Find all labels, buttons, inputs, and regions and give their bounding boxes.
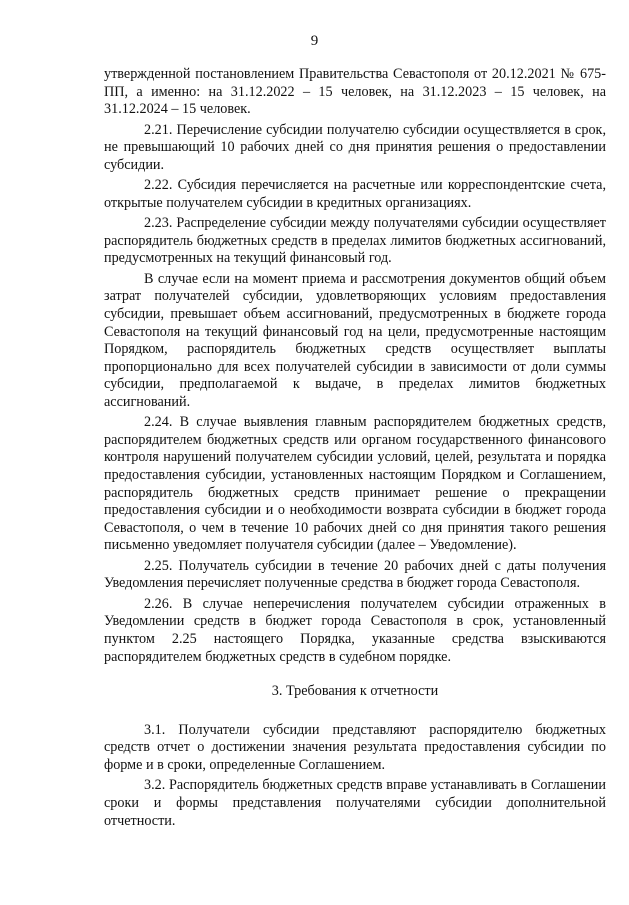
paragraph-clause-2-23: 2.23. Распределение субсидии между получателями субсидии осуществляет распорядитель бюджетных средств в пределах лимитов бюджетных ассигнований, предусмотренных на текущий финансовый год. bbox=[104, 215, 606, 267]
paragraph-clause-2-24: 2.24. В случае выявления главным распорядителем бюджетных средств, распорядителем бюджетных средств или органом государственного финансового контроля нарушений получателем субсидии условий, целей, результата и порядка предоставления субсидии, установленных настоящим Порядком и Соглашением, распорядитель бюджетных средств принимает решение о прекращении предоставления субсидии и о необходимости возврата субсидии в бюджет города Севастополя, о чем в течение 10 рабочих дней со дня принятия такого решения письменно уведомляет получателя субсидии (далее – Уведомление). bbox=[104, 414, 606, 554]
paragraph-clause-3-1: 3.1. Получатели субсидии представляют распорядителю бюджетных средств отчет о достижении значения результата предоставления субсидии по форме и в сроки, определенные Соглашением. bbox=[104, 721, 606, 773]
paragraph-clause-2-23-continuation: В случае если на момент приема и рассмотрения документов общий объем затрат получателей субсидии, удовлетворяющих условиям предоставления субсидии, превышает объем ассигнований, предусмотренных в бюджете города Севастополя на текущий финансовый год на цели, предусмотренные настоящим Порядком, распорядитель бюджетных средств осуществляет выплаты пропорционально для всех получателей субсидии в зависимости от доли суммы субсидии, предполагаемой к выдаче, в пределах лимитов бюджетных ассигнований. bbox=[104, 270, 606, 410]
paragraph-clause-2-26: 2.26. В случае неперечисления получателем субсидии отраженных в Уведомлении средств в бюджет города Севастополя в срок, установленный пунктом 2.25 настоящего Порядка, указанные средства взыскиваются распорядителем бюджетных средств в судебном порядке. bbox=[104, 595, 606, 665]
document-body bbox=[104, 66, 606, 833]
paragraph-clause-3-2: 3.2. Распорядитель бюджетных средств вправе устанавливать в Соглашении сроки и формы представления получателями субсидии дополнительной отчетности. bbox=[104, 777, 606, 829]
paragraph-clause-2-21: 2.21. Перечисление субсидии получателю субсидии осуществляется в срок, не превышающий 10 рабочих дней со дня принятия решения о предоставлении субсидии. bbox=[104, 121, 606, 173]
paragraph-intro-continuation: утвержденной постановлением Правительства Севастополя от 20.12.2021 № 675-ПП, а именно: на 31.12.2022 – 15 человек, на 31.12.2023 – 15 человек, на 31.12.2024 – 15 человек. bbox=[104, 66, 606, 118]
page-number: 9 bbox=[310, 33, 319, 49]
section-title: 3. Требования к отчетности bbox=[271, 683, 439, 700]
paragraph-clause-2-22: 2.22. Субсидия перечисляется на расчетные или корреспондентские счета, открытые получателем субсидии в кредитных организациях. bbox=[104, 177, 606, 211]
paragraph-clause-2-25: 2.25. Получатель субсидии в течение 20 рабочих дней с даты получения Уведомления перечисляет полученные средства в бюджет города Севастополя. bbox=[104, 557, 606, 592]
